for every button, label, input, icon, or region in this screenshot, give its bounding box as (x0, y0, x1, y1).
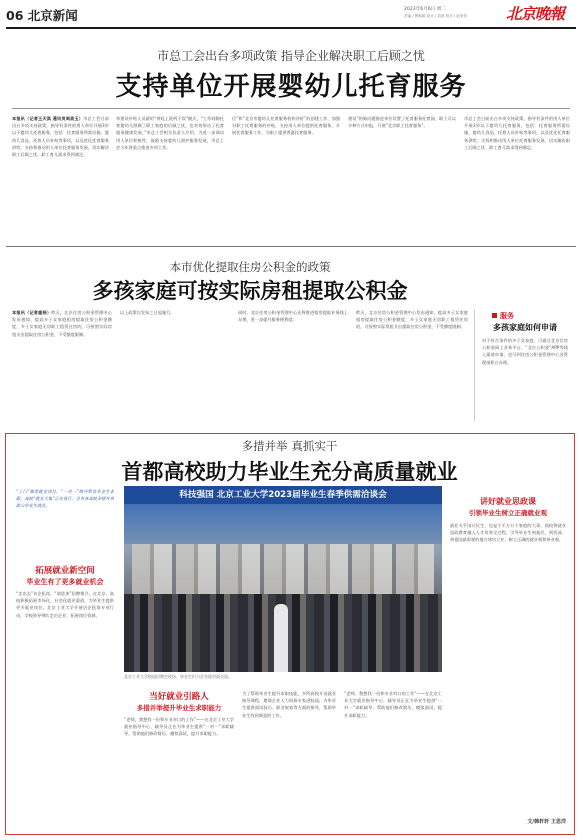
photo-caption: 北京工业大学校园招聘会现场，毕业生们与企业面对面交流。 (124, 674, 232, 679)
article2-col3: 同时，北京住房公积金管理中心还将推进租房提取业务线上办理，进一步提升服务便利度。 (238, 310, 348, 323)
subhead2-subtitle: 多措并举提升毕业生求职能力 (136, 704, 222, 712)
article2-headline: 多孩家庭可按实际房租提取公积金 (92, 279, 408, 303)
article3-left-text: “走出去”访企拓岗，“请进来”招聘推介。在北京，高校积极拓展市场化、社会化就业渠道，为毕业生提供更多就业岗位。北京工业大学开展访企拓岗专项行动，学校领导带队走访企业，拓展岗位资源。 (16, 591, 114, 618)
article1-col4: 建设”的新问题推进单位设置了托育服务托育园，职工可以多种方式申报，开展“北京职工托育服务”。 (348, 116, 456, 129)
article1-headline: 支持单位开展婴幼儿托育服务 (115, 72, 467, 102)
article2-col1-text: 昨天，北京住房公积金管理中心发布通知，提高多子女家庭租房提取住房公积金额度，多子女家庭无房职工租赁住房的，可按照实际房租支出提取住房公积金，不受额度限制。 (12, 310, 112, 337)
article2-col2: 以上政策自发布之日起施行。 (120, 310, 175, 315)
sidebar-headline: 多孩家庭如何申请 (493, 323, 557, 332)
photo-canopy (124, 504, 442, 544)
article3-headline: 首都高校助力毕业生充分高质量就业 (121, 460, 458, 484)
article3-right-text: 就业关乎国计民生，也是千千万万个家庭的大事。高校将就业思政教育融入人才培养全过程，引导毕业生到基层、到西部、到祖国最需要的地方建功立业，树立正确的就业观和择业观。 (450, 523, 566, 543)
article2-col4: 昨天，北京住房公积金管理中心发布通知，提高多子女家庭租房提取住房公积金额度，多子女家庭无房职工租赁住房的，可按照实际房租支出提取住房公积金，不受额度限制。 (356, 310, 468, 330)
service-sidebar (478, 309, 572, 421)
sidebar-title: 服务 (500, 312, 514, 320)
article1-col1-text: 市总工会日前出台多项支持政策，指导有条件的用人单位开展3岁以下婴幼儿托育服务，包括：托育服务所需设施、婴幼儿食品、托育人员补贴等事项，以及优化托育服务供给，支持和推动用人单位托育服务发展，切实解决职工后顾之忧。职工育儿需求得到满足。 (12, 116, 109, 158)
article1-kicker: 市总工会出台多项政策 指导企业解决职工后顾之忧 (157, 49, 425, 63)
photo-banner-text: 科技强国 北京工业大学2023届毕业生春季供需洽谈会 (179, 490, 387, 500)
article3-kicker: 多措并举 真抓实干 (241, 439, 338, 453)
article2-col1 (12, 309, 112, 421)
date-line: 2023年6月6日 周二 (404, 7, 446, 12)
photo-person (274, 604, 288, 672)
article3-mid-text3: “老师，我想找一份和专业对口的工作”——在北京工业大学就业指导中心，辅导员正在为毕业生提供“一对一”求职辅导，帮助他们修改简历、模拟面试，提升求职能力。 (344, 691, 442, 718)
article1-col5-text: 市总工会日前出台多项支持政策，指导有条件的用人单位开展3岁以下婴幼儿托育服务，包括：托育服务所需设施、婴幼儿食品、托育人员补贴等事项，以及优化托育服务供给，支持和推动用人单位托育服务发展，切实解决职工后顾之忧。职工育儿需求得到满足。 (464, 116, 570, 150)
article1-col3: 位”和“北京市婴幼儿托育服务机构评价”的创建工作，加强对职工托育服务的补贴，支持用人单位提供托育服务，开展托育服务工作，为职工提供普惠托育服务。 (232, 116, 340, 136)
article2-byline: 本报讯（记者鹿杨） (12, 310, 52, 315)
subhead2-title: 当好就业引路人 (149, 692, 209, 702)
article1-top-rule (12, 108, 570, 109)
subhead1-subtitle: 毕业生有了更多就业机会 (26, 578, 104, 586)
article1-col2: 举建设补贴人员薪的“带娃上班两不误”模式，“工作间隙托育婴幼儿照顾了职工家庭的后顾之忧，也有效带动了托育服务健康发展。”市总工会相关负责人介绍，为进一步调动用人单位积极性，鼓励支持婴幼儿照护服务发展，市总工会今年将重点推进多项工作。 (116, 116, 224, 150)
article3-mid-text2: 为了帮助毕业生提升求职技能，多所高校开设就业指导课程，邀请企业人力资源专家进校园，为毕业生提供面试技巧、职业规划等方面的指导，帮助毕业生找到满意的工作。 (242, 691, 336, 718)
article2-kicker: 本市优化提取住房公积金的政策 (169, 260, 331, 274)
article1-col5 (464, 115, 570, 233)
meta-line: 责编 / 鲁熙娟 设计 / 刘谊 校对 / 赵荣荣 (404, 14, 468, 18)
page-label: 06 北京新闻 (6, 8, 78, 23)
sidebar-body: 对于符合条件的多子女家庭，可通过北京住房公积金网上业务平台、“北京公积金”APP等线上渠道申请，也可到住房公积金管理中心各管理部柜台办理。 (482, 338, 568, 365)
article3-left-column (16, 488, 114, 830)
sidebar-divider (474, 309, 475, 421)
job-fair-photo (124, 486, 442, 672)
article1-byline: 本报讯（记者王天淇 通讯员周美玉） (12, 116, 84, 121)
article-childcare (0, 29, 582, 244)
photo-banner (124, 486, 442, 504)
subhead1-title: 拓展就业新空间 (35, 566, 95, 576)
article-graduate-employment (5, 433, 575, 835)
article-housing-fund (0, 247, 582, 430)
subhead3-subtitle: 引领毕业生树立正确就业观 (469, 509, 547, 517)
article3-right-column (450, 496, 566, 830)
subhead3-title: 讲好就业思政课 (480, 497, 536, 506)
article3-lead: “上门”推荐就业岗位，“一对一”指导帮扶毕业生求职，高校“就业大集”正在进行，全市各高校多措并举助力毕业生就业。 (16, 489, 114, 509)
page-header (0, 0, 582, 28)
article1-col1 (12, 115, 109, 233)
brand-logo: 北京晚報 (506, 4, 565, 23)
article3-credit: 文/韩轩轩 王思洋 (527, 819, 566, 825)
sidebar-marker (492, 313, 497, 318)
article3-mid-text: “老师，我想找一份和专业对口的工作”——在北京工业大学就业指导中心，辅导员正在为毕业生提供“一对一”求职辅导，帮助他们修改简历、模拟面试，提升求职能力。 (124, 717, 234, 737)
